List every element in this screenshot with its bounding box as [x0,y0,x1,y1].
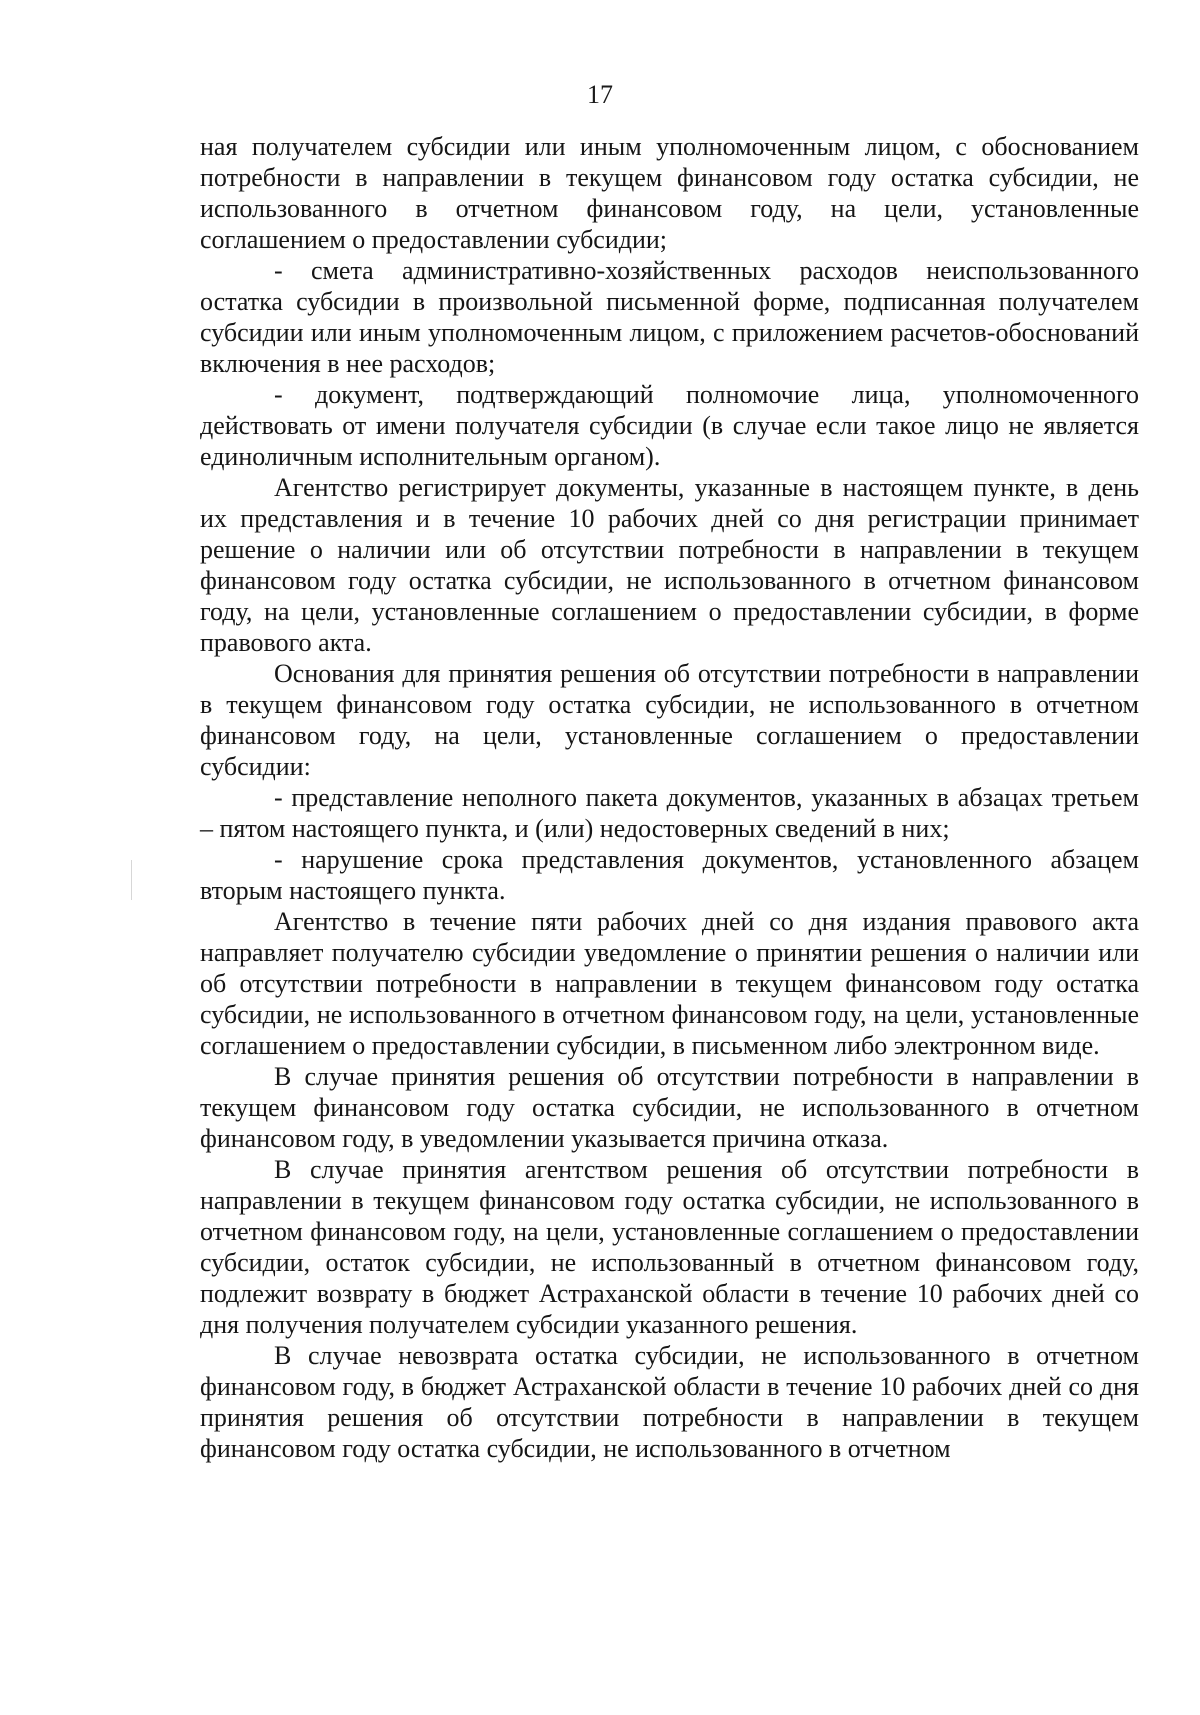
list-item-estimate: - смета административно-хозяйственных расходов неиспользованного остатка субсидии в произвольной письменной форме, подписанная получателем субсидии или иным уполномоченным лицом, с приложением расчетов-обоснований включения в нее расходов; [200,256,1139,378]
paragraph-continuation: ная получателем субсидии или иным уполномоченным лицом, с обоснованием потребности в направлении в текущем финансовом году остатка субсидии, не использованного в отчетном финансовом году, на цели, установленные соглашением о предоставлении субсидии; [200,132,1139,254]
paragraph-return-obligation: В случае принятия агентством решения об отсутствии потребности в направлении в текущем финансовом году остатка субсидии, не использованного в отчетном финансовом году, на цели, установленные соглашением о предоставлении субсидии, остаток субсидии, не использованный в отчетном финансовом году, подлежит возврату в бюджет Астраханской области в течение 10 рабочих дней со дня получения получателем субсидии указанного решения. [200,1155,1139,1339]
page-number: 17 [587,80,613,109]
paragraph-non-return: В случае невозврата остатка субсидии, не использованного в отчетном финансовом году, в бюджет Астраханской области в течение 10 рабочих дней со дня принятия решения об отсутствии потребности в направлении в текущем финансовом году остатка субсидии, не использованного в отчетном [200,1341,1139,1463]
list-item-incomplete-package: - представление неполного пакета документов, указанных в абзацах третьем – пятом настоящего пункта, и (или) недостоверных сведений в них; [200,783,1139,843]
paragraph-refusal-reason: В случае принятия решения об отсутствии потребности в направлении в текущем финансовом году остатка субсидии, не использованного в отчетном финансовом году, в уведомлении указывается причина отказа. [200,1062,1139,1153]
paragraph-agency-registration: Агентство регистрирует документы, указанные в настоящем пункте, в день их представления и в течение 10 рабочих дней со дня регистрации принимает решение о наличии или об отсутствии потребности в направлении в текущем финансовом году остатка субсидии, не использованного в отчетном финансовом году, на цели, установленные соглашением о предоставлении субсидии, в форме правового акта. [200,473,1139,657]
paragraph-notification: Агентство в течение пяти рабочих дней со дня издания правового акта направляет получателю субсидии уведомление о принятии решения о наличии или об отсутствии потребности в направлении в текущем финансовом году остатка субсидии, не использованного в отчетном финансовом году, на цели, установленные соглашением о предоставлении субсидии, в письменном либо электронном виде. [200,907,1139,1060]
list-item-authority-document: - документ, подтверждающий полномочие лица, уполномоченного действовать от имени получателя субсидии (в случае если такое лицо не является единоличным исполнительным органом). [200,380,1139,471]
list-item-deadline-violation: - нарушение срока представления документов, установленного абзацем вторым настоящего пункта. [200,845,1139,905]
scan-artifact-line [131,860,132,900]
paragraph-refusal-grounds: Основания для принятия решения об отсутствии потребности в направлении в текущем финансовом году остатка субсидии, не использованного в отчетном финансовом году, на цели, установленные соглашением о предоставлении субсидии: [200,659,1139,781]
document-body [200,131,1139,1464]
